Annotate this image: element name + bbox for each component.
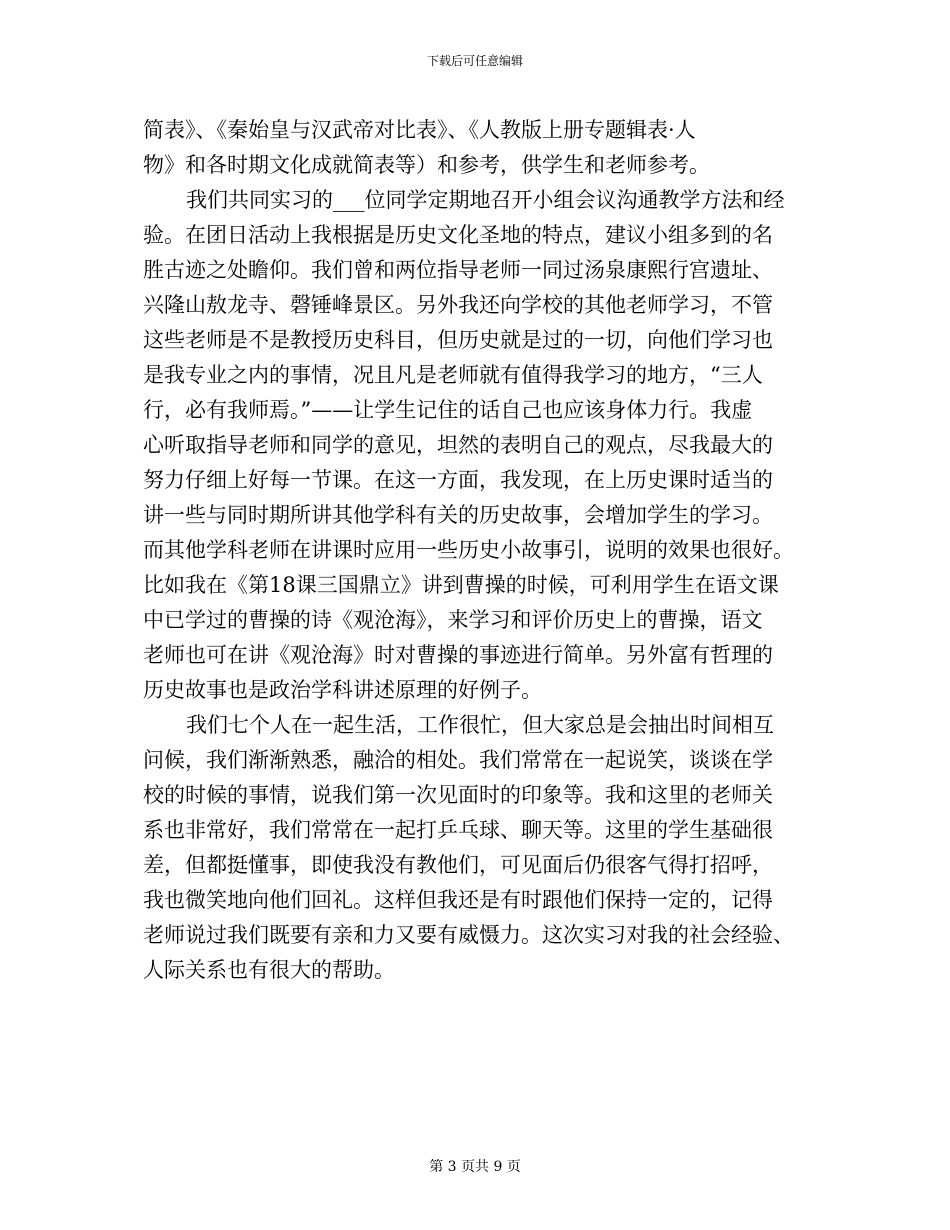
text-line: 这些老师是不是教授历史科目，但历史就是过的一切，向他们学习也	[143, 328, 773, 352]
document-body	[143, 113, 807, 988]
text-line: 中已学过的曹操的诗《观沧海》，来学习和评价历史上的曹操，语文	[143, 608, 763, 632]
text-line: 讲一些与同时期所讲其他学科有关的历史故事，会增加学生的学习。	[143, 503, 773, 527]
text-line: 比如我在《第18课三国鼎立》讲到曹操的时候，可利用学生在语文课	[143, 573, 779, 597]
paragraph-1	[143, 113, 807, 183]
text-line: 行，必有我师焉。”——让学生记住的话自己也应该身体力行。我虚	[143, 398, 753, 422]
text-line: 而其他学科老师在讲课时应用一些历史小故事引，说明的效果也很好。	[143, 538, 794, 562]
text-line: 我们七个人在一起生活，工作很忙，但大家总是会抽出时间相互	[186, 713, 774, 737]
paragraph-3	[143, 708, 807, 988]
text-line: 校的时候的事情，说我们第一次见面时的印象等。我和这里的老师关	[143, 783, 773, 807]
text-line: 兴隆山敖龙寺、磬锤峰景区。另外我还向学校的其他老师学习，不管	[143, 293, 773, 317]
text-line: 简表》、《秦始皇与汉武帝对比表》、《人教版上册专题辑表·人	[143, 118, 696, 142]
text-line: 我们共同实习的___位同学定期地召开小组会议沟通教学方法和经	[186, 188, 785, 212]
paragraph-2	[143, 183, 807, 708]
text-line: 人际关系也有很大的帮助。	[143, 958, 395, 982]
page-header: 下载后可任意编辑	[426, 54, 523, 68]
text-line: 问候，我们渐渐熟悉，融洽的相处。我们常常在一起说笑，谈谈在学	[143, 748, 773, 772]
text-line: 心听取指导老师和同学的意见，坦然的表明自己的观点，尽我最大的	[143, 433, 773, 457]
text-line: 胜古迹之处瞻仰。我们曾和两位指导老师一同过汤泉康熙行宫遗址、	[143, 258, 773, 282]
text-line: 老师也可在讲《观沧海》时对曹操的事迹进行简单。另外富有哲理的	[143, 643, 773, 667]
page-footer: 第 3 页共 9 页	[429, 1159, 521, 1175]
text-line: 验。在团日活动上我根据是历史文化圣地的特点，建议小组多到的名	[143, 223, 773, 247]
text-line: 老师说过我们既要有亲和力又要有威慑力。这次实习对我的社会经验、	[143, 923, 794, 947]
text-line: 我也微笑地向他们回礼。这样但我还是有时跟他们保持一定的，记得	[143, 888, 773, 912]
text-line: 物》和各时期文化成就简表等）和参考，供学生和老师参考。	[143, 153, 710, 177]
text-line: 差，但都挺懂事，即使我没有教他们，可见面后仍很客气得打招呼，	[143, 853, 773, 877]
text-line: 系也非常好，我们常常在一起打乒乓球、聊天等。这里的学生基础很	[143, 818, 773, 842]
text-line: 努力仔细上好每一节课。在这一方面，我发现，在上历史课时适当的	[143, 468, 773, 492]
text-line: 是我专业之内的事情，况且凡是老师就有值得我学习的地方，“三人	[143, 363, 763, 387]
text-line: 历史故事也是政治学科讲述原理的好例子。	[143, 678, 542, 702]
